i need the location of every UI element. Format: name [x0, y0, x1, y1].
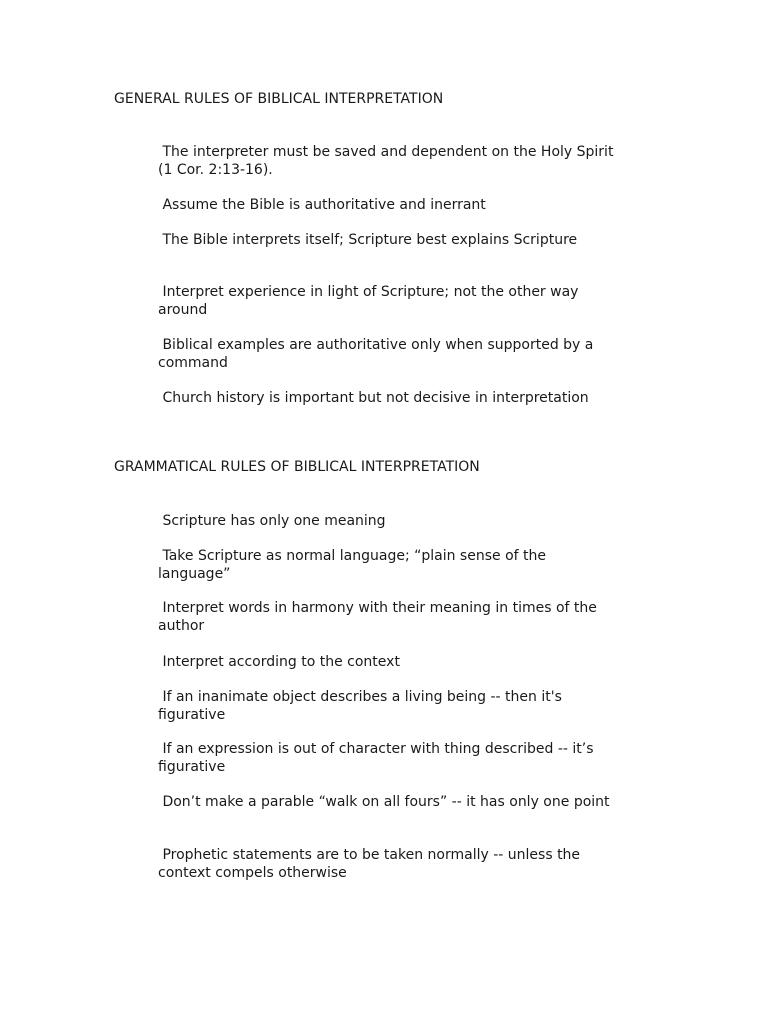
list-item: Church history is important but not decisive in interpretation — [158, 390, 589, 406]
list-item: If an inanimate object describes a living being -- then it's figurative — [158, 689, 567, 723]
list-item: The Bible interprets itself; Scripture best explains Scripture — [158, 232, 578, 248]
list-item: Assume the Bible is authoritative and inerrant — [158, 197, 486, 213]
list-item: If an expression is out of character with thing described -- it’s figurative — [158, 741, 598, 775]
section-heading-general: GENERAL RULES OF BIBLICAL INTERPRETATION — [114, 91, 444, 107]
list-item: The interpreter must be saved and dependent on the Holy Spirit (1 Cor. 2:13-16). — [158, 144, 618, 178]
list-item: Interpret according to the context — [158, 654, 400, 670]
list-item: Take Scripture as normal language; “plain sense of the language” — [158, 548, 551, 582]
list-item: Prophetic statements are to be taken normally -- unless the context compels otherwise — [158, 847, 585, 881]
list-item: Don’t make a parable “walk on all fours” -- it has only one point — [158, 794, 610, 810]
list-item: Scripture has only one meaning — [158, 513, 386, 529]
section-heading-grammatical: GRAMMATICAL RULES OF BIBLICAL INTERPRETATION — [114, 459, 480, 475]
list-item: Interpret experience in light of Scripture; not the other way around — [158, 284, 583, 318]
list-item: Interpret words in harmony with their meaning in times of the author — [158, 600, 602, 634]
list-item: Biblical examples are authoritative only when supported by a command — [158, 337, 598, 371]
